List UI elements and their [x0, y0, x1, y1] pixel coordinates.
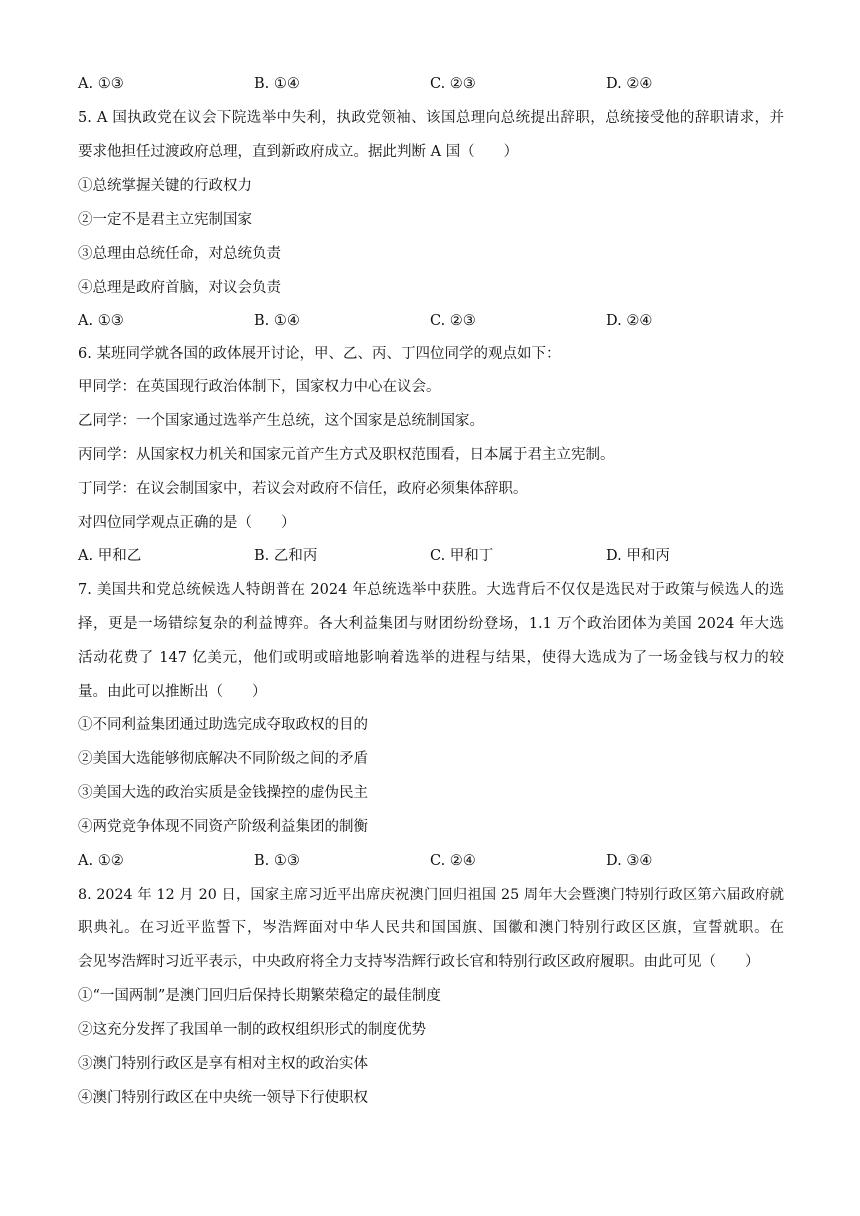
q7-stem-line-3: 活动花费了 147 亿美元，他们或明或暗地影响着选举的进程与结果，使得大选成为了一场金钱与权力的较 [78, 650, 784, 666]
q6-item-4: 丁同学：在议会制国家中，若议会对政府不信任，政府必须集体辞职。 [78, 481, 528, 497]
q7-item-3: ③美国大选的政治实质是金钱操控的虚伪民主 [78, 785, 368, 801]
q7-option-b: B. ①③ [254, 853, 300, 869]
q6-stem: 6. 某班同学就各国的政体展开讨论，甲、乙、丙、丁四位同学的观点如下： [78, 346, 561, 362]
q7-item-1: ①不同利益集团通过助选完成夺取政权的目的 [78, 717, 368, 733]
q7-stem-line-1: 7. 美国共和党总统候选人特朗普在 2024 年总统选举中获胜。大选背后不仅仅是选民对于政策与候选人的选 [78, 582, 784, 598]
q7-stem-line-4: 量。由此可以推断出（ ） [78, 684, 267, 700]
q6-option-c: C. 甲和丁 [430, 548, 494, 564]
q4-options [78, 74, 784, 94]
q8-stem-line-2: 职典礼。在习近平监誓下，岑浩辉面对中华人民共和国国旗、国徽和澳门特别行政区区旗，宣誓就职。在 [78, 920, 784, 936]
q8-stem-line-1: 8. 2024 年 12 月 20 日，国家主席习近平出席庆祝澳门回归祖国 25 周年大会暨澳门特别行政区第六届政府就 [78, 887, 784, 903]
q5-item-4: ④总理是政府首脑，对议会负责 [78, 280, 281, 296]
q6-item-3: 丙同学：从国家权力机关和国家元首产生方式及职权范围看，日本属于君主立宪制。 [78, 447, 615, 463]
q8-item-2: ②这充分发挥了我国单一制的政权组织形式的制度优势 [78, 1022, 426, 1038]
q5-option-b: B. ①④ [254, 313, 300, 329]
q8-item-1: ①“一国两制”是澳门回归后保持长期繁荣稳定的最佳制度 [78, 988, 441, 1004]
q5-item-1: ①总统掌握关键的行政权力 [78, 178, 252, 194]
q5-item-2: ②一定不是君主立宪制国家 [78, 212, 252, 228]
q5-stem-line-2: 要求他担任过渡政府总理，直到新政府成立。据此判断 A 国（ ） [78, 144, 519, 160]
q7-options [78, 851, 784, 871]
q5-stem-line-1: 5. A 国执政党在议会下院选举中失利，执政党领袖、该国总理向总统提出辞职，总统接受他的辞职请求，并 [78, 110, 784, 126]
q5-item-3: ③总理由总统任命，对总统负责 [78, 246, 281, 262]
q5-option-a: A. ①③ [78, 313, 124, 329]
q4-option-b: B. ①④ [254, 76, 300, 92]
q7-option-a: A. ①② [78, 853, 124, 869]
q6-options [78, 546, 784, 566]
q7-item-4: ④两党竞争体现不同资产阶级利益集团的制衡 [78, 819, 368, 835]
q4-option-c: C. ②③ [430, 76, 476, 92]
q7-option-c: C. ②④ [430, 853, 476, 869]
q6-option-d: D. 甲和丙 [606, 548, 670, 564]
q6-option-b: B. 乙和丙 [254, 548, 318, 564]
q7-stem-line-2: 择，更是一场错综复杂的利益博弈。各大利益集团与财团纷纷登场，1.1 万个政治团体为美国 2024 年大选 [78, 616, 784, 632]
q6-item-1: 甲同学：在英国现行政治体制下，国家权力中心在议会。 [78, 379, 441, 395]
q8-stem-line-3: 会见岑浩辉时习近平表示，中央政府将全力支持岑浩辉行政长官和特别行政区政府履职。由此可见（ ） [78, 954, 760, 970]
q5-option-c: C. ②③ [430, 313, 476, 329]
q6-question: 对四位同学观点正确的是（ ） [78, 515, 296, 531]
q8-item-3: ③澳门特别行政区是享有相对主权的政治实体 [78, 1056, 368, 1072]
q5-option-d: D. ②④ [606, 313, 653, 329]
q4-option-d: D. ②④ [606, 76, 653, 92]
q8-item-4: ④澳门特别行政区在中央统一领导下行使职权 [78, 1090, 368, 1106]
q4-option-a: A. ①③ [78, 76, 124, 92]
q6-item-2: 乙同学：一个国家通过选举产生总统，这个国家是总统制国家。 [78, 413, 484, 429]
q7-item-2: ②美国大选能够彻底解决不同阶级之间的矛盾 [78, 751, 368, 767]
q7-option-d: D. ③④ [606, 853, 653, 869]
q5-options [78, 311, 784, 331]
q6-option-a: A. 甲和乙 [78, 548, 142, 564]
